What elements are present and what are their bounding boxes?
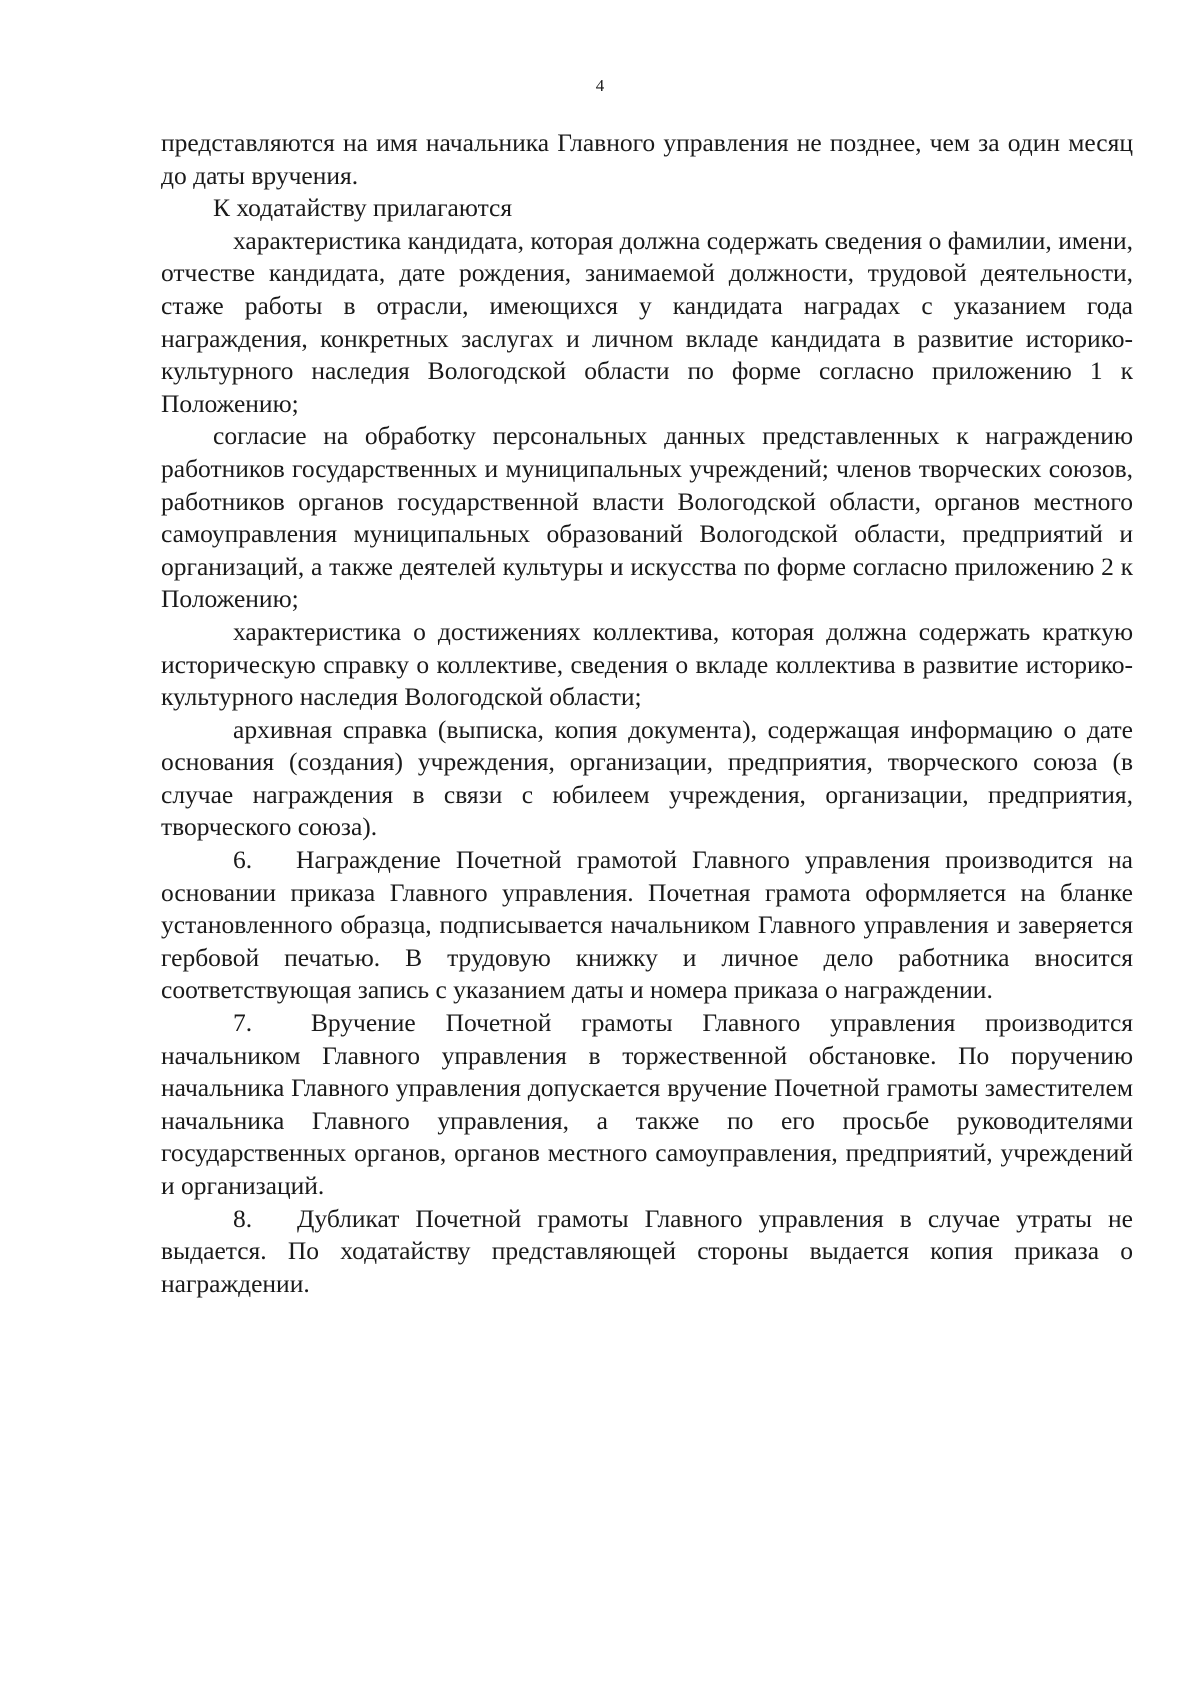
item-number: 8. bbox=[233, 1203, 253, 1233]
paragraph-item-6 bbox=[161, 844, 1133, 1007]
document-body bbox=[161, 127, 1133, 1300]
paragraph-attachments-intro: К ходатайству прилагаются bbox=[213, 193, 513, 223]
paragraph-item-7 bbox=[161, 1007, 1133, 1203]
item-text: Награждение Почетной грамотой Главного управления производится на основании приказа Главного управления. Почетная грамота оформляется на бланке установленного образца, подписывается начальником Главного управления и заверяется гербовой печатью. В трудовую книжку и личное дело работника вносится соответствующая запись с указанием даты и номера приказа о награждении. bbox=[161, 845, 1133, 1005]
item-text: Вручение Почетной грамоты Главного управления производится начальником Главного управления в торжественной обстановке. По поручению начальника Главного управления допускается вручение Почетной грамоты заместителем начальника Главного управления, а также по его просьбе руководителями государственных органов, органов местного самоуправления, предприятий, учреждений и организаций. bbox=[161, 1008, 1134, 1200]
paragraph-candidate-characteristics: характеристика кандидата, которая должна содержать сведения о фамилии, имени, отчестве кандидата, дате рождения, занимаемой должности, трудовой деятельности, стаже работы в отрасли, имеющихся у кандидата наградах с указанием года награждения, конкретных заслугах и личном вкладе кандидата в развитие историко-культурного наследия Вологодской области по форме согласно приложению 1 к Положению; bbox=[161, 225, 1133, 418]
paragraph-continuation: представляются на имя начальника Главного управления не позднее, чем за один месяц до даты вручения. bbox=[161, 128, 1133, 190]
item-number: 7. bbox=[233, 1008, 253, 1038]
paragraph-archive-reference: архивная справка (выписка, копия документа), содержащая информацию о дате основания (создания) учреждения, организации, предприятия, творческого союза (в случае награждения в связи с юбилеем учреждения, организации, предприятия, творческого союза). bbox=[161, 714, 1133, 842]
paragraph-collective-characteristics: характеристика о достижениях коллектива, которая должна содержать краткую историческую справку о коллективе, сведения о вкладе коллектива в развитие историко-культурного наследия Вологодской области; bbox=[161, 616, 1133, 712]
item-number: 6. bbox=[233, 845, 253, 875]
item-text: Дубликат Почетной грамоты Главного управления в случае утраты не выдается. По ходатайству представляющей стороны выдается копия приказа о награждении. bbox=[161, 1203, 1134, 1298]
paragraph-item-8 bbox=[161, 1203, 1133, 1301]
paragraph-consent: согласие на обработку персональных данных представленных к награждению работников государственных и муниципальных учреждений; членов творческих союзов, работников органов государственной власти Вологодской области, органов местного самоуправления муниципальных образований Вологодской области, предприятий и организаций, а также деятелей культуры и искусства по форме согласно приложению 2 к Положению; bbox=[161, 421, 1133, 614]
page-number: 4 bbox=[595, 76, 605, 95]
